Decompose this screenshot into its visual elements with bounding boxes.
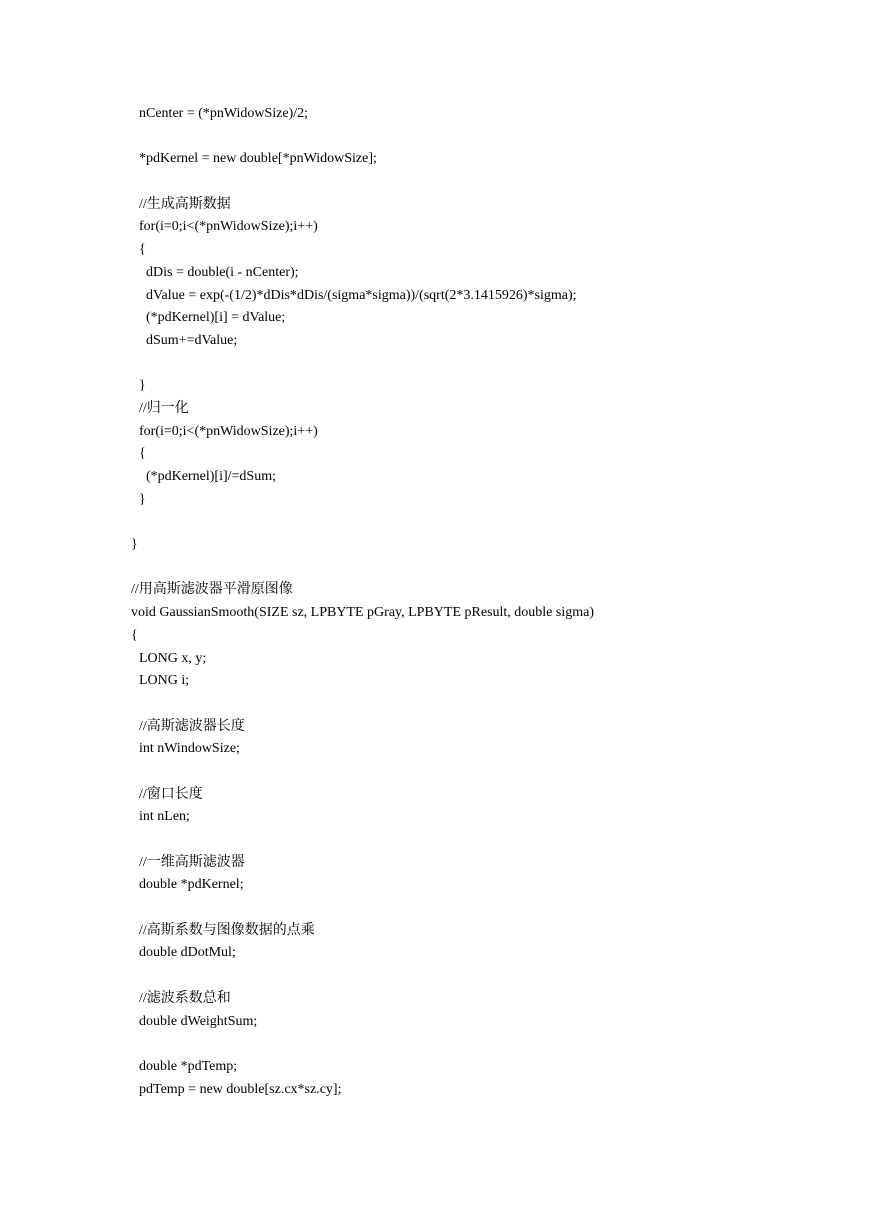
code-line: double dWeightSum; [139, 1013, 258, 1029]
blank-line [0, 829, 594, 852]
blank-line [0, 557, 594, 580]
code-line: //窗口长度 [139, 786, 203, 802]
blank-line [0, 353, 594, 376]
blank-line [0, 1033, 594, 1056]
code-line: { [131, 627, 138, 643]
code-line: //归一化 [139, 400, 189, 416]
code-line: } [131, 537, 138, 553]
code-listing [0, 103, 594, 1101]
blank-line [0, 171, 594, 194]
blank-line [0, 511, 594, 534]
code-line: double *pdKernel; [139, 877, 244, 893]
code-line: for(i=0;i<(*pnWidowSize);i++) [139, 423, 318, 439]
code-line: pdTemp = new double[sz.cx*sz.cy]; [139, 1081, 342, 1097]
code-line: //用高斯滤波器平滑原图像 [131, 582, 293, 598]
blank-line [0, 761, 594, 784]
code-line: LONG x, y; [139, 650, 207, 666]
code-line: dSum+=dValue; [146, 332, 238, 348]
code-line: (*pdKernel)[i] = dValue; [146, 310, 286, 326]
code-line: { [139, 242, 146, 258]
code-line: //高斯滤波器长度 [139, 718, 245, 734]
code-line: (*pdKernel)[i]/=dSum; [146, 469, 276, 484]
code-line: { [139, 446, 146, 462]
code-line: int nLen; [139, 809, 190, 825]
code-line: } [139, 491, 146, 507]
code-line: dDis = double(i - nCenter); [146, 264, 299, 280]
code-line: //高斯系数与图像数据的点乘 [139, 922, 315, 938]
code-line: for(i=0;i<(*pnWidowSize);i++) [139, 219, 318, 235]
blank-line [0, 693, 594, 716]
code-line: } [139, 378, 146, 394]
code-line: void GaussianSmooth(SIZE sz, LPBYTE pGray, LPBYTE pResult, double sigma) [131, 605, 594, 621]
code-line: double *pdTemp; [139, 1058, 238, 1074]
code-line: int nWindowSize; [139, 741, 240, 757]
code-line: //滤波系数总和 [139, 990, 231, 1006]
code-line: LONG i; [139, 673, 190, 689]
code-line: //一维高斯滤波器 [139, 854, 245, 870]
code-line: nCenter = (*pnWidowSize)/2; [139, 106, 309, 121]
code-line: dValue = exp(-(1/2)*dDis*dDis/(sigma*sigma))/(sqrt(2*3.1415926)*sigma); [146, 287, 577, 303]
blank-line [0, 965, 594, 988]
blank-line [0, 126, 594, 149]
code-line: //生成高斯数据 [139, 196, 231, 212]
blank-line [0, 897, 594, 920]
code-line: double dDotMul; [139, 945, 236, 961]
code-line: *pdKernel = new double[*pnWidowSize]; [139, 151, 377, 167]
